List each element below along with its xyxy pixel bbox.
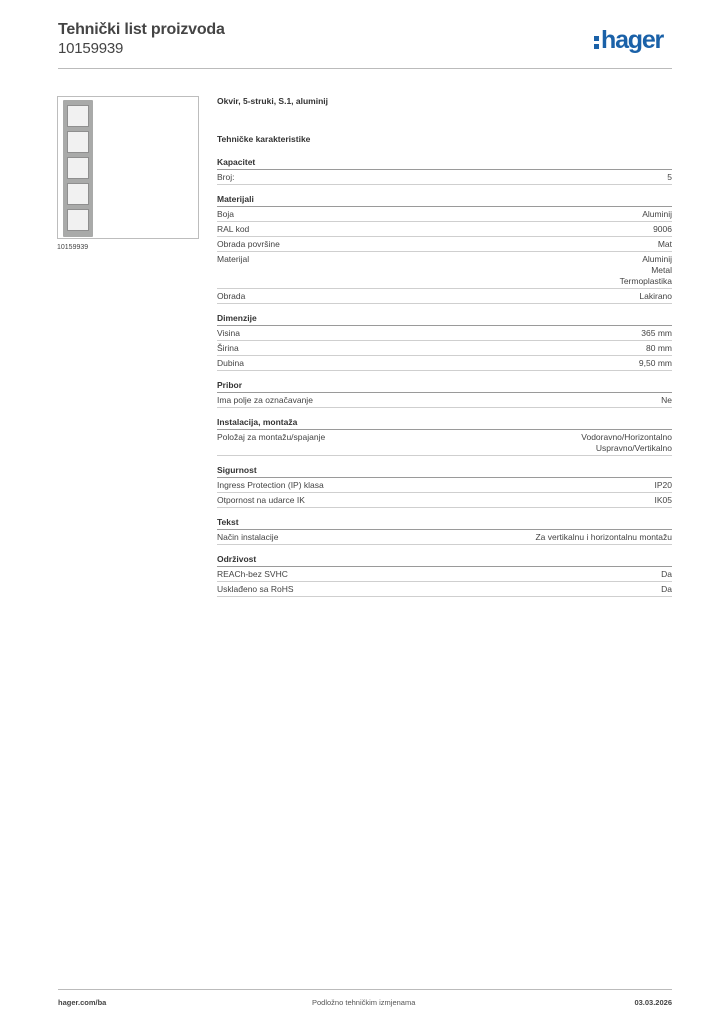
spec-row (217, 393, 672, 408)
frame-slot (67, 105, 89, 127)
spec-label: Dubina (217, 357, 244, 368)
spec-row (217, 222, 672, 237)
spec-value-line: Mat (657, 238, 672, 249)
spec-value (641, 328, 672, 339)
spec-value (658, 239, 672, 250)
logo-text: hager (601, 26, 664, 54)
section-title: Dimenzije (217, 312, 672, 326)
spec-section (217, 156, 672, 185)
spec-value-line: Da (661, 583, 672, 594)
spec-value-line: 5 (667, 171, 672, 182)
spec-value-line: Metal (651, 264, 672, 275)
spec-section (217, 416, 672, 456)
spec-value-line: Aluminij (642, 253, 672, 264)
section-title: Kapacitet (217, 156, 672, 170)
spec-value (639, 358, 672, 369)
spec-sections (217, 156, 672, 597)
spec-value (535, 532, 672, 543)
spec-section (217, 379, 672, 408)
spec-section (217, 553, 672, 597)
spec-row (217, 289, 672, 304)
spec-value (639, 291, 672, 302)
spec-value (581, 432, 672, 454)
spec-row (217, 356, 672, 371)
frame-slot (67, 209, 89, 231)
spec-value (655, 495, 673, 506)
spec-label: Materijal (217, 253, 250, 264)
hager-logo[interactable] (594, 27, 663, 53)
spec-label: Obrada površine (217, 238, 280, 249)
spec-section (217, 312, 672, 371)
logo-dots-icon (594, 33, 599, 49)
spec-label: Otpornost na udarce IK (217, 494, 305, 505)
spec-label: Ingress Protection (IP) klasa (217, 479, 324, 490)
spec-label: Broj: (217, 171, 235, 182)
section-title: Tekst (217, 516, 672, 530)
spec-value (653, 224, 672, 235)
spec-value-line: Uspravno/Vertikalno (595, 442, 672, 453)
spec-label: Ima polje za označavanje (217, 394, 313, 405)
spec-label: Obrada (217, 290, 246, 301)
spec-section (217, 516, 672, 545)
footer-divider (58, 989, 672, 990)
spec-value-line: Ne (661, 394, 672, 405)
spec-row (217, 170, 672, 185)
spec-label: Širina (217, 342, 239, 353)
image-caption: 10159939 (57, 244, 89, 251)
spec-value-line: Da (661, 568, 672, 579)
footer-date: 03.03.2026 (634, 998, 672, 1007)
spec-row (217, 567, 672, 582)
spec-row (217, 237, 672, 252)
spec-label: Visina (217, 327, 240, 338)
spec-row (217, 341, 672, 356)
spec-row (217, 478, 672, 493)
spec-value-line: 80 mm (646, 342, 672, 353)
spec-row (217, 252, 672, 289)
spec-value-line: Termoplastika (619, 275, 672, 286)
spec-value-line: Aluminij (642, 208, 672, 219)
spec-value (646, 343, 672, 354)
product-number: 10159939 (58, 40, 124, 57)
section-title: Materijali (217, 193, 672, 207)
spec-value-line: 365 mm (641, 327, 672, 338)
spec-row (217, 530, 672, 545)
spec-label: Način instalacije (217, 531, 279, 542)
spec-value (661, 584, 672, 595)
section-title: Sigurnost (217, 464, 672, 478)
frame-slot (67, 157, 89, 179)
spec-value-line: Lakirano (639, 290, 672, 301)
spec-value (620, 254, 672, 287)
spec-row (217, 326, 672, 341)
spec-value (642, 209, 672, 220)
spec-value-line: 9,50 mm (638, 357, 672, 368)
frame-slot (67, 183, 89, 205)
footer-website-link[interactable]: hager.com/ba (58, 998, 107, 1007)
frame-slot (67, 131, 89, 153)
section-title: Pribor (217, 379, 672, 393)
spec-label: Položaj za montažu/spajanje (217, 431, 326, 442)
spec-value (667, 172, 672, 183)
product-name: Okvir, 5-struki, S.1, aluminij (217, 96, 329, 106)
spec-label: Boja (217, 208, 235, 219)
spec-row (217, 430, 672, 456)
section-title: Održivost (217, 553, 672, 567)
spec-label: RAL kod (217, 223, 250, 234)
spec-value-line: 9006 (653, 223, 672, 234)
spec-value-line: Za vertikalnu i horizontalnu montažu (535, 531, 672, 542)
spec-value (661, 395, 672, 406)
footer-notice: Podložno tehničkim izmjenama (312, 998, 416, 1007)
spec-value (661, 569, 672, 580)
spec-row (217, 207, 672, 222)
section-title: Instalacija, montaža (217, 416, 672, 430)
spec-section (217, 464, 672, 508)
tech-characteristics-heading: Tehničke karakteristike (217, 134, 311, 144)
spec-section (217, 193, 672, 304)
spec-value (655, 480, 673, 491)
spec-row (217, 493, 672, 508)
spec-label: Usklađeno sa RoHS (217, 583, 294, 594)
specification-content (217, 96, 672, 605)
spec-value-line: Vodoravno/Horizontalno (581, 431, 672, 442)
spec-value-line: IP20 (654, 479, 672, 490)
spec-value-line: IK05 (654, 494, 672, 505)
frame-product-image (63, 100, 93, 237)
spec-label: REACh-bez SVHC (217, 568, 288, 579)
document-title: Tehnički list proizvoda (58, 21, 225, 38)
spec-row (217, 582, 672, 597)
header-divider (58, 68, 672, 69)
